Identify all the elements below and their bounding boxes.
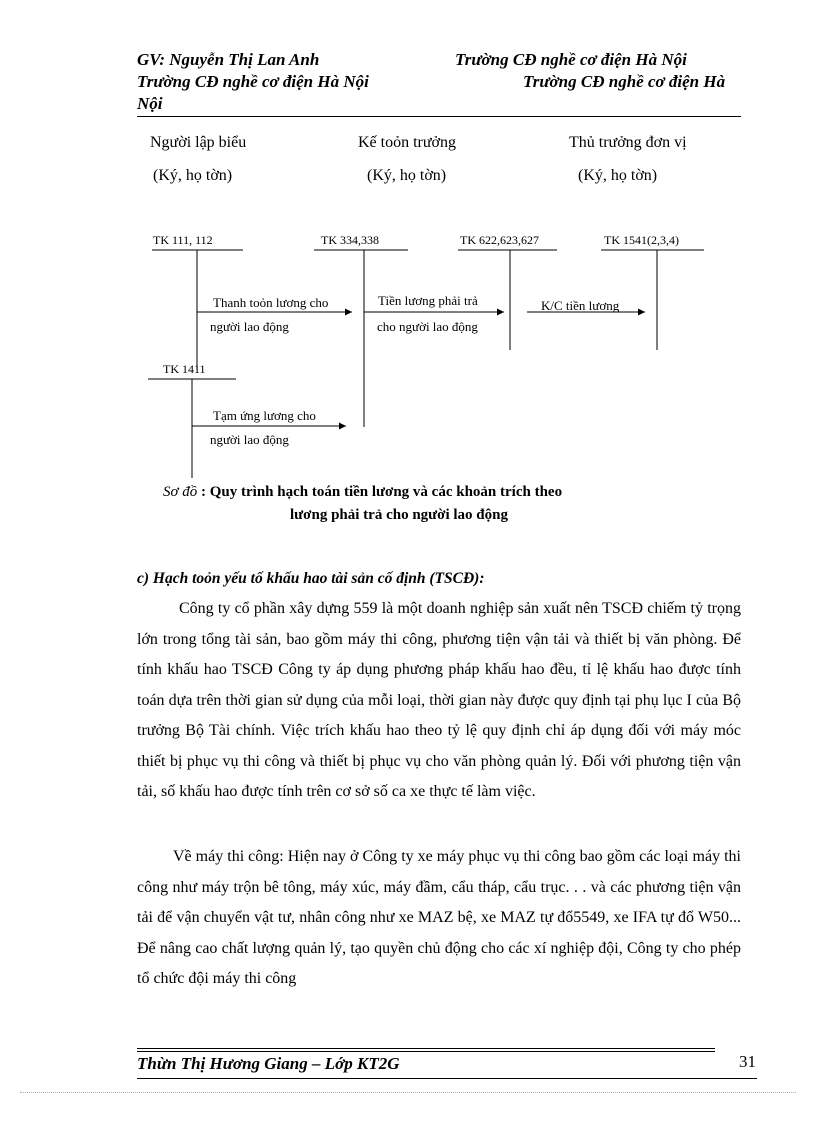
flow-label-payable-1: Tiền lương phải trả	[378, 293, 478, 308]
account-label-tk1541: TK 1541(2,3,4)	[604, 233, 679, 247]
header-author: GV: Nguyễn Thị Lan Anh	[137, 50, 320, 69]
diagram-caption-title: : Quy trình hạch toán tiền lương và các khoản trích theo	[201, 484, 563, 500]
diagram-caption-line-1	[163, 484, 562, 501]
accounting-flow-diagram	[0, 0, 816, 520]
page-number: 31	[739, 1052, 756, 1071]
flow-label-advance-2: người lao động	[210, 432, 289, 447]
signature-note-accountant: (Ký, họ tờn)	[367, 167, 447, 184]
account-label-tk111: TK 111, 112	[153, 233, 213, 247]
signature-note-director: (Ký, họ tờn)	[578, 167, 658, 184]
header-school-left: Trường CĐ nghề cơ điện Hà Nội	[137, 72, 369, 91]
flow-label-payable-2: cho người lao động	[377, 319, 478, 334]
signature-title-director: Thủ trưởng đơn vị	[569, 134, 687, 151]
signature-note-preparer: (Ký, họ tờn)	[153, 167, 233, 184]
signature-title-accountant: Kế toỏn trưởng	[358, 134, 457, 151]
signature-title-preparer: Người lập biểu	[150, 134, 247, 151]
flow-label-payment-1: Thanh toỏn lương cho	[213, 295, 329, 310]
account-label-tk334: TK 334,338	[321, 233, 379, 247]
diagram-caption-line-2: lương phải trả cho người lao động	[290, 507, 508, 523]
account-label-tk622: TK 622,623,627	[460, 233, 539, 247]
flow-label-payment-2: người lao động	[210, 319, 289, 334]
diagram-caption-label: Sơ đồ	[163, 484, 198, 500]
section-title: c) Hạch toỏn yếu tố khấu hao tài sản cố định (TSCĐ):	[137, 570, 485, 587]
footer-rule-2	[137, 1051, 715, 1052]
header-school-right: Trường CĐ nghề cơ điện Hà Nội	[455, 50, 687, 69]
header-school-right-2: Trường CĐ nghề cơ điện Hà	[523, 72, 726, 91]
footer-bottom-rule	[137, 1078, 757, 1079]
body-paragraph-2: Về máy thi công: Hiện nay ở Công ty xe máy phục vụ thi công bao gồm các loại máy thi công như máy trộn bê tông, máy xúc, máy đầm, cẩu tháp, cẩu trục. . . và các phương tiện vận tải để vận chuyển vật tư, nhân công như xe MAZ bệ, xe MAZ tự đổ5549, xe IFA tự đổ W50... Để nâng cao chất lượng quản lý, tạo quyền chủ động cho các xí nghiệp đội, Công ty cho phép tổ chức đội máy thi công	[137, 848, 741, 987]
flow-label-advance-1: Tạm ứng lương cho	[213, 408, 316, 423]
header-wrap: Nội	[137, 94, 163, 113]
flow-label-transfer: K/C tiền lương	[541, 298, 620, 313]
footer-rule-1	[137, 1048, 715, 1049]
body-paragraph-1: Công ty cổ phần xây dựng 559 là một doanh nghiệp sản xuất nên TSCĐ chiếm tỷ trọng lớn trong tổng tài sản, bao gồm máy thi công, phương tiện vận tải và thiết bị văn phòng. Để tính khấu hao TSCĐ Công ty áp dụng phương pháp khấu hao đều, tỉ lệ khấu hao được tính toán dựa trên thời gian sử dụng của mỗi loại, thời gian này được quy định tại phụ lục I của Bộ trưởng Bộ Tài chính. Việc trích khấu hao theo tỷ lệ quy định chỉ áp dụng đối với máy móc thiết bị phục vụ thi công và thiết bị phục vụ cho văn phòng quản lý. Đối với phương tiện vận tải, số khấu hao được tính trên cơ sở số ca xe thực tế làm việc.	[137, 600, 741, 800]
footer-student: Thừn Thị Hương Giang – Lớp KT2G	[137, 1054, 400, 1073]
account-label-tk1411: TK 1411	[163, 362, 206, 376]
page-edge-dotted-rule	[20, 1092, 796, 1093]
